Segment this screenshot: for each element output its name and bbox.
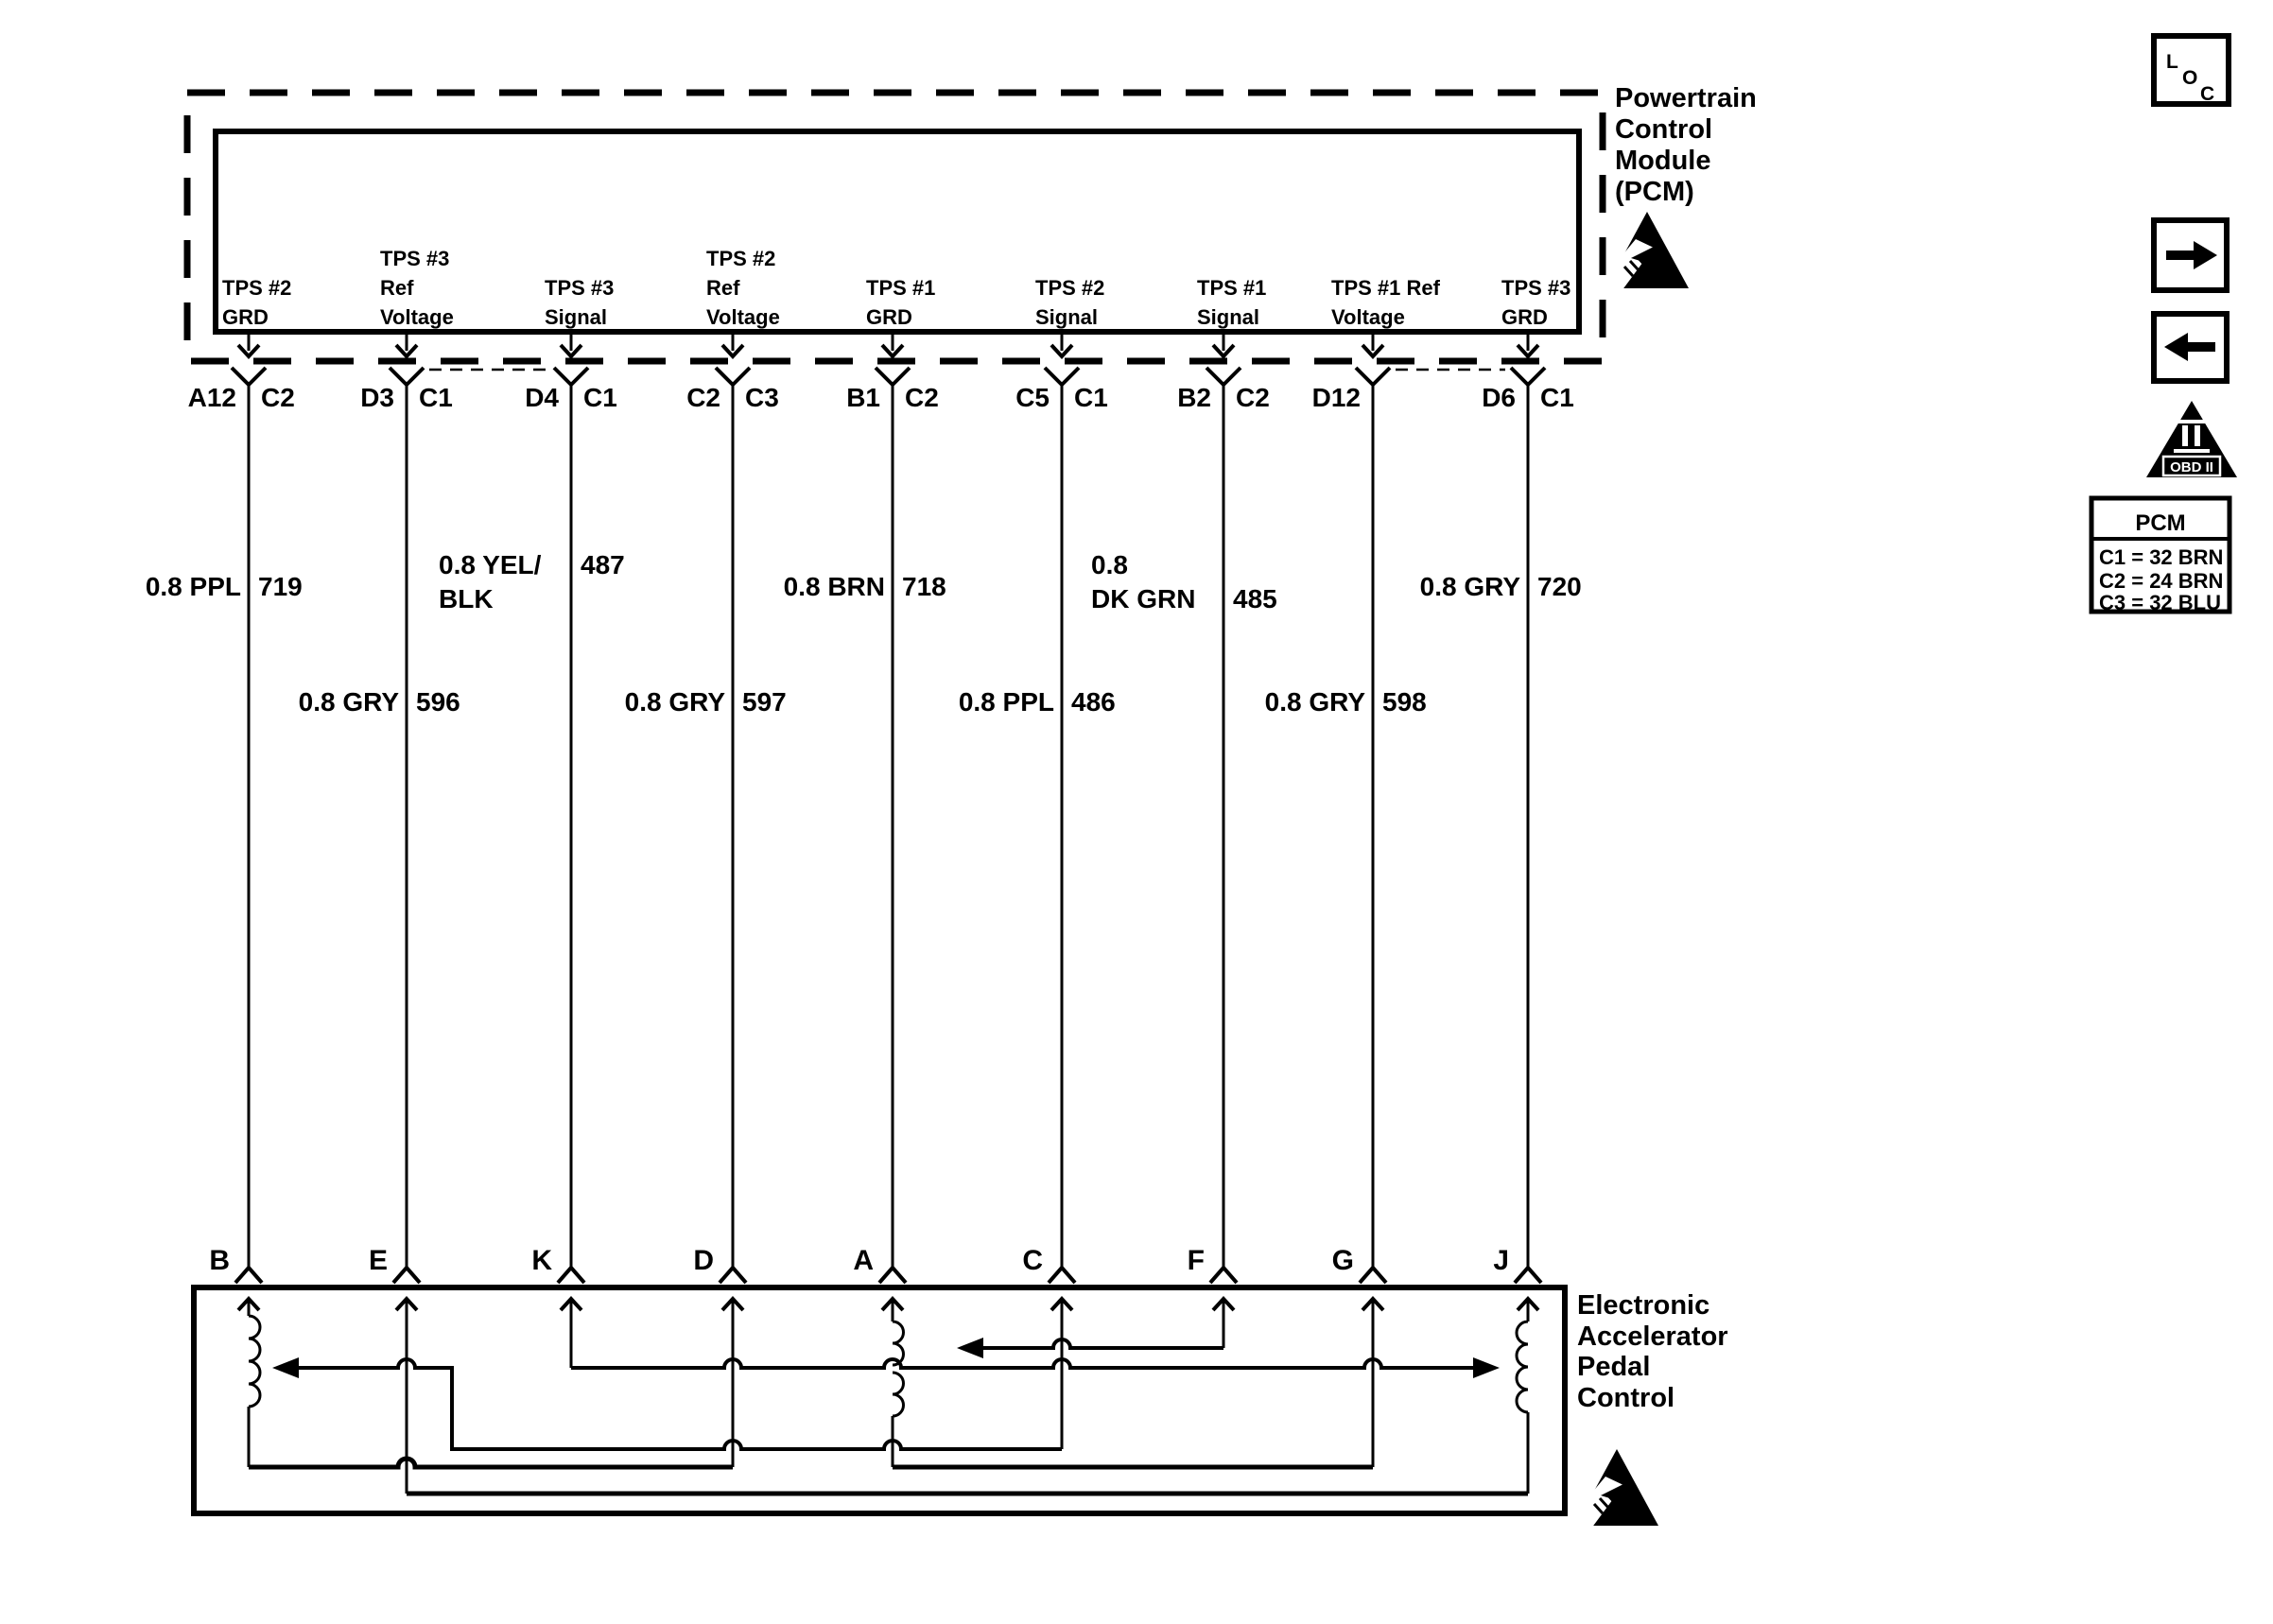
connector-id-label: C2	[261, 383, 295, 412]
pin-cavity-label: A12	[187, 383, 236, 412]
pin-function-label: TPS #3	[545, 276, 615, 300]
pin-cavity-label: D12	[1311, 383, 1361, 412]
connector-id-label: C3	[745, 383, 779, 412]
pin-cavity-label: B2	[1177, 383, 1211, 412]
circuit-number-label: 720	[1537, 572, 1582, 601]
connector-symbol	[558, 1268, 584, 1283]
wiper-arrowhead-left	[272, 1357, 299, 1378]
pin-cavity-label: B1	[846, 383, 880, 412]
wire-color-label: 0.8 GRY	[1419, 572, 1520, 601]
legend-row: C3 = 32 BLU	[2099, 591, 2221, 614]
terminal-letter: A	[853, 1245, 874, 1276]
loc-letter: L	[2166, 51, 2178, 73]
terminal-letter: C	[1022, 1245, 1043, 1276]
pin-cavity-label: D3	[360, 383, 394, 412]
pcm-pin-D12	[1265, 276, 1441, 1283]
pedal-title-line: Electronic	[1577, 1290, 1710, 1321]
pcm-pin-C2	[625, 247, 787, 1283]
pedal-title-line: Control	[1577, 1383, 1675, 1413]
pedal-terminal-E	[369, 1245, 417, 1310]
pedal-internal-wiring	[249, 1300, 1528, 1494]
pcm-pin-A12	[146, 276, 303, 1283]
pin-function-label: TPS #1	[866, 276, 936, 300]
connector-symbol	[1210, 1268, 1237, 1283]
terminal-letter: J	[1493, 1245, 1509, 1276]
wire-color-label: 0.8 GRY	[624, 687, 725, 717]
connector-symbol	[393, 1268, 420, 1283]
circuit-number-label: 485	[1233, 584, 1277, 613]
pin-function-label: Signal	[1035, 305, 1099, 329]
legend-row: C2 = 24 BRN	[2099, 569, 2224, 593]
wire-color-label: 0.8 BRN	[783, 572, 885, 601]
connector-symbol	[1360, 1268, 1386, 1283]
terminal-letter: F	[1187, 1245, 1205, 1276]
obd2-label: OBD II	[2170, 459, 2213, 475]
pedal-block	[194, 1287, 1728, 1513]
arrow-right-icon	[2166, 241, 2217, 269]
pedal-bus-lines	[249, 1459, 1528, 1494]
terminal-letter: K	[531, 1245, 552, 1276]
circuit-number-label: 596	[416, 687, 460, 717]
connector-id-label: C2	[1236, 383, 1270, 412]
circuit-number-label: 718	[902, 572, 946, 601]
loc-letter: C	[2200, 83, 2215, 105]
pcm-pin-D3	[299, 247, 460, 1283]
wire-color-label: 0.8	[1091, 550, 1128, 579]
pin-cavity-label: D4	[525, 383, 559, 412]
connector-symbol	[720, 1268, 746, 1283]
circuit-number-label: 719	[258, 572, 303, 601]
connector-id-label: C2	[905, 383, 939, 412]
terminal-letter: E	[368, 1245, 388, 1276]
pin-function-label: TPS #3	[1501, 276, 1571, 300]
wiper-line-f	[983, 1339, 1223, 1348]
connector-id-label: C1	[1540, 383, 1574, 412]
connector-symbol	[1049, 1268, 1075, 1283]
circuit-number-label: 487	[581, 550, 625, 579]
pin-function-label: Signal	[1197, 305, 1260, 329]
pin-function-label: GRD	[866, 305, 912, 329]
legend-row: C1 = 32 BRN	[2099, 545, 2224, 569]
wiper-arrowhead-left2	[957, 1338, 983, 1358]
wire-color-label: BLK	[439, 584, 494, 613]
pedal-title-line: Pedal	[1577, 1352, 1651, 1382]
pedal-wires	[249, 1300, 1528, 1494]
esd-sensitive-icon	[1598, 212, 1689, 295]
pedal-terminal-K	[531, 1245, 581, 1310]
terminal-letter: B	[209, 1245, 230, 1276]
legend-header: PCM	[2135, 510, 2186, 536]
pin-function-label: TPS #2	[706, 247, 776, 270]
pcm-box	[216, 131, 1579, 332]
pin-function-label: TPS #1	[1197, 276, 1267, 300]
pin-function-label: TPS #2	[222, 276, 292, 300]
pedal-terminal-F	[1188, 1245, 1234, 1310]
pin-function-label: GRD	[222, 305, 269, 329]
wire-color-label: 0.8 PPL	[145, 572, 241, 601]
pin-cavity-label: D6	[1482, 383, 1516, 412]
loc-letter: O	[2182, 67, 2198, 89]
wire-color-label: 0.8 GRY	[1264, 687, 1365, 717]
prev-page-button[interactable]	[2154, 314, 2227, 381]
wiper-arrowhead-right	[1473, 1357, 1500, 1378]
pin-function-label: Voltage	[380, 305, 454, 329]
connector-symbol	[1515, 1268, 1541, 1283]
terminal-letter: D	[693, 1245, 714, 1276]
pcm-title-line: Control	[1615, 114, 1713, 145]
pedal-terminal-A	[853, 1245, 903, 1310]
pcm-pin-B2	[1091, 276, 1277, 1283]
connector-symbol	[235, 1268, 262, 1283]
circuit-number-label: 486	[1071, 687, 1116, 717]
pedal-terminal-G	[1332, 1245, 1383, 1310]
pcm-title-line: Module	[1615, 146, 1711, 176]
pedal-terminal-J	[1493, 1245, 1538, 1310]
pcm-pin-D4	[439, 276, 625, 1283]
pin-function-label: TPS #2	[1035, 276, 1105, 300]
wire-color-label: 0.8 YEL/	[439, 550, 542, 579]
wiper-line-c	[299, 1359, 1062, 1449]
connector-id-label: C1	[419, 383, 453, 412]
connector-symbol	[1356, 368, 1390, 385]
pcm-pin-B1	[784, 276, 946, 1283]
pin-function-label: TPS #3	[380, 247, 450, 270]
connector-id-label: C1	[583, 383, 617, 412]
pedal-title-line: Accelerator	[1577, 1322, 1728, 1352]
arrow-left-icon	[2164, 333, 2215, 361]
pin-function-label: Ref	[380, 276, 414, 300]
pedal-terminal-B	[209, 1245, 259, 1310]
pin-function-label: Ref	[706, 276, 740, 300]
pcm-pin-C5	[959, 276, 1116, 1283]
pin-cavity-label: C2	[686, 383, 720, 412]
connector-symbol	[879, 1268, 906, 1283]
circuit-number-label: 597	[742, 687, 787, 717]
wire-color-label: DK GRN	[1091, 584, 1196, 613]
circuit-number-label: 598	[1382, 687, 1427, 717]
pin-function-label: TPS #1 Ref	[1331, 276, 1440, 300]
wiper-line-k	[571, 1359, 1473, 1368]
esd-sensitive-icon	[1568, 1449, 1658, 1532]
wire-color-label: 0.8 PPL	[958, 687, 1054, 717]
loc-button[interactable]	[2154, 36, 2229, 105]
pcm-title-line: Powertrain	[1615, 83, 1757, 113]
pcm-pin-D6	[1420, 276, 1582, 1283]
pedal-terminal-C	[1022, 1245, 1072, 1310]
pedal-box	[194, 1287, 1565, 1513]
pcm-connector-legend[interactable]	[2091, 498, 2230, 614]
pin-function-label: Voltage	[706, 305, 780, 329]
pin-function-label: GRD	[1501, 305, 1548, 329]
pcm-title-line: (PCM)	[1615, 177, 1694, 207]
terminal-letter: G	[1331, 1245, 1354, 1276]
pin-function-label: Signal	[545, 305, 608, 329]
wire-color-label: 0.8 GRY	[298, 687, 399, 717]
obd2-badge[interactable]	[2146, 401, 2237, 477]
next-page-button[interactable]	[2154, 220, 2227, 290]
pedal-terminal-D	[693, 1245, 743, 1310]
connector-id-label: C1	[1074, 383, 1108, 412]
pin-cavity-label: C5	[1015, 383, 1050, 412]
pin-function-label: Voltage	[1331, 305, 1405, 329]
